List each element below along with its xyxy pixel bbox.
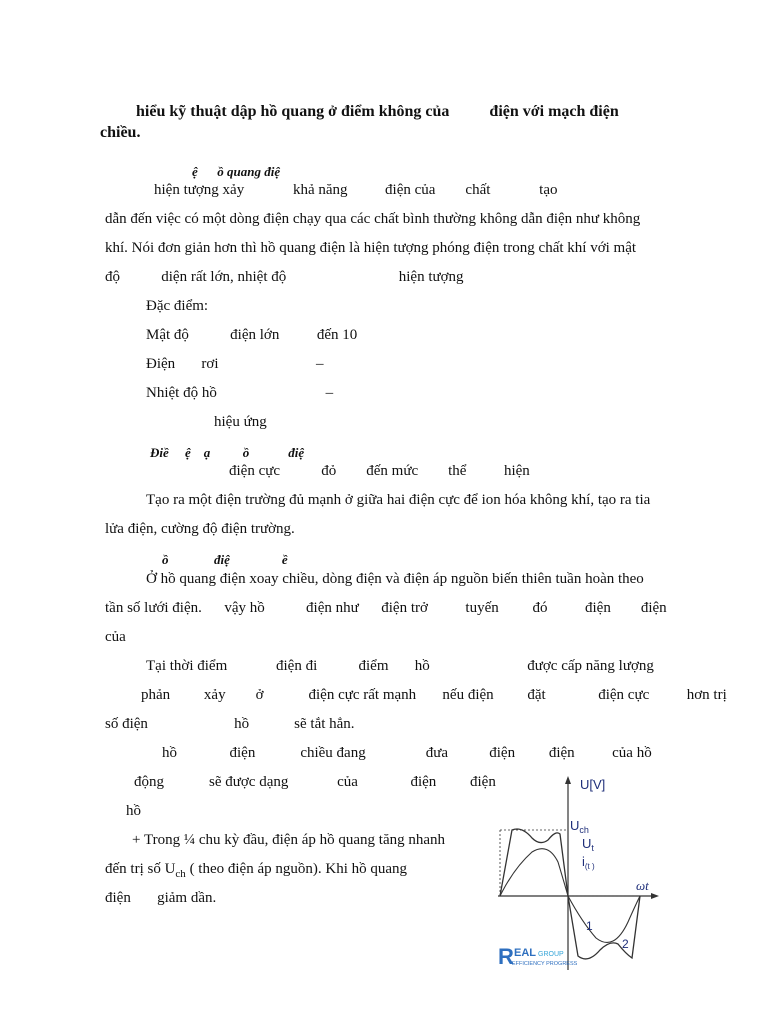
feature-item-2: Điện rơi – xyxy=(146,356,324,372)
ut-label: $U_t$ xyxy=(582,836,594,853)
section-3-line-9: hồ xyxy=(126,803,141,819)
feature-item-1: Mật độ điện lớn đến 10 xyxy=(146,327,358,343)
logo-word: EAL xyxy=(514,947,536,959)
arc-waveform-figure xyxy=(492,772,660,972)
section-2-line-1: điện cực đỏ đến mức thể hiện xyxy=(229,463,530,479)
section-3-line-1: Ở hồ quang điện xoay chiều, dòng điện và điện áp nguồn biến thiên tuần hoàn theo xyxy=(146,571,644,587)
current-curve-negative xyxy=(568,896,640,942)
section-1-line-4: độ diện rất lớn, nhiệt độ hiện tượng xyxy=(105,269,464,285)
section-3-line-2: tần số lưới điện. vậy hồ điện như điện trở tuyến đó điện điện xyxy=(105,600,667,616)
line-11-text-end: ( theo điện áp nguồn). Khi hồ quang xyxy=(185,861,408,877)
logo-tagline: EFFICIENCY PROGRESS xyxy=(512,961,578,967)
line-11-text: đến trị số U xyxy=(105,861,176,877)
section-3-line-11 xyxy=(105,860,407,883)
line-11-subscript: ch xyxy=(175,868,186,880)
feature-item-4: hiệu ứng xyxy=(214,414,267,430)
features-label: Đặc điểm: xyxy=(146,298,209,314)
section-1-line-2: dẫn đến việc có một dòng điện chạy qua các chất bình thường không dẫn điện như không xyxy=(105,211,641,227)
section-3-line-12: điện giảm dần. xyxy=(105,890,217,906)
x-axis-arrow xyxy=(651,893,659,899)
section-3-line-8: động sẽ được dạng của điện điện xyxy=(134,774,496,790)
curve-1-label: 1 xyxy=(586,919,593,933)
section-3-heading: ồ điệ ề xyxy=(162,552,288,567)
section-3-line-10: + Trong ¼ chu kỳ đầu, điện áp hồ quang tăng nhanh xyxy=(132,832,446,848)
section-3-line-6: số điện hồ sẽ tắt hẳn. xyxy=(105,716,355,732)
document-title-line-2: chiều. xyxy=(100,124,141,141)
current-curve-positive xyxy=(500,849,568,896)
feature-item-3: Nhiệt độ hồ – xyxy=(146,385,334,401)
y-axis-arrow xyxy=(565,776,571,784)
section-3-line-3: của xyxy=(105,629,126,645)
voltage-curve-negative xyxy=(568,896,640,959)
y-axis-label: U[V] xyxy=(580,777,606,792)
current-label: $i_{(t )}$ xyxy=(582,854,595,871)
section-2-heading: Điề ệ ạ ồ điệ xyxy=(150,445,305,460)
section-1-line-3: khí. Nói đơn giản hơn thì hồ quang điện là hiện tượng phóng điện trong chất khí với mật xyxy=(105,240,637,256)
document-title-line-1: hiểu kỹ thuật dập hồ quang ở điểm không của điện với mạch điện xyxy=(136,103,619,120)
uch-label: $U_{ch}$ xyxy=(570,818,589,835)
arc-waveform-svg xyxy=(492,772,660,972)
section-3-line-5: phản xảy ở điện cực rất mạnh nếu điện đặt điện cực hơn trị xyxy=(141,687,727,703)
section-2-line-2: Tạo ra một điện trường đủ mạnh ở giữa hai điện cực để ion hóa không khí, tạo ra tia xyxy=(146,492,651,508)
logo-initial: R xyxy=(498,944,514,969)
section-1-line-1: hiện tượng xảy khả năng điện của chất tạo xyxy=(154,182,558,198)
real-group-logo xyxy=(498,944,578,969)
section-3-line-7: hồ điện chiều đang đưa điện điện của hồ xyxy=(162,745,652,761)
x-axis-label: ωt xyxy=(636,878,649,893)
curve-2-label: 2 xyxy=(622,937,629,951)
section-2-line-3: lửa điện, cường độ điện trường. xyxy=(105,521,295,537)
logo-group-word: GROUP xyxy=(538,951,564,958)
section-1-heading: ệ ồ quang điệ xyxy=(192,164,281,179)
section-3-line-4: Tại thời điểm điện đi điểm hồ được cấp năng lượng xyxy=(146,658,654,674)
